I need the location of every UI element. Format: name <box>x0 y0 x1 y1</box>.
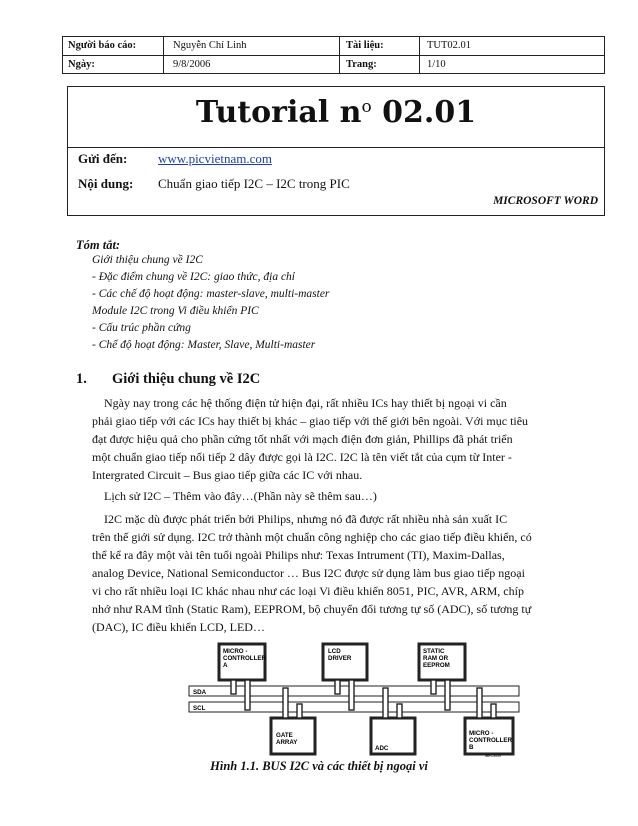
summary-heading: Tóm tắt: <box>76 238 121 252</box>
paragraph-2: Lịch sử I2C – Thêm vào đây…(Phần này sẽ thêm sau…) <box>92 489 377 503</box>
section-heading <box>76 371 260 388</box>
to-label: Gửi đến: <box>78 151 128 166</box>
content-value: Chuẩn giao tiếp I2C – I2C trong PIC <box>158 176 350 191</box>
mc-b-label: MICRO -CONTROLLER B <box>469 730 512 751</box>
author-label: Người báo cáo: <box>68 40 137 51</box>
section-title: Giới thiệu chung về I2C <box>112 371 261 387</box>
gate-array-label: GATE ARRAY <box>276 732 298 746</box>
figure-caption: Hình 1.1. BUS I2C và các thiết bị ngoại vi <box>210 759 428 773</box>
adc-label: ADC <box>375 745 389 752</box>
sda-label: SDA <box>193 689 207 696</box>
website-link[interactable]: www.picvietnam.com <box>158 151 272 166</box>
summary-line: - Chế độ hoạt động: Master, Slave, Multi-master <box>92 339 316 351</box>
summary-line: - Các chế độ hoạt động: master-slave, multi-master <box>92 288 330 300</box>
section-number: 1. <box>76 371 87 387</box>
content-label: Nội dung: <box>78 176 134 191</box>
summary-line: - Đặc điểm chung về I2C: giao thức, địa chỉ <box>92 271 295 283</box>
paragraph-3: I2C mặc dù được phát triển bởi Philips, nhưng nó đã được rất nhiều nhà sản xuất IC trên thế giới sử dụng. I2C trở thành một chuẩn công nghiệp cho các giao tiếp điều khiển, có thể kể ra đây một vài tên tuổi ngoài Philips như: Texas Intrument (TI), Maxim-Dallas, analog Device, National Semiconductor … Bus I2C được sử dụng làm bus giao tiếp ngoại vi cho rất nhiều loại IC khác nhau như các loại Vi điều khiển 8051, PIC, AVR, ARM, chíp nhớ như RAM tĩnh (Static Ram), EEPROM, bộ chuyển đổi tương tự số (ADC), số tương tự (DAC), IC điều khiển LCD, LED… <box>92 512 532 634</box>
figure-code: IBEC3049 <box>485 754 501 758</box>
brand-text: MICROSOFT WORD <box>493 195 598 207</box>
title-box <box>67 86 605 216</box>
date-value: 9/8/2006 <box>173 59 211 70</box>
scl-label: SCL <box>193 705 206 712</box>
summary-line: - Cấu trúc phần cứng <box>92 322 191 334</box>
lcd-driver-label: LCD DRIVER <box>328 648 352 662</box>
static-ram-label: STATIC RAM OR EEPROM <box>423 648 450 669</box>
page-title: Tutorial $n^o$ 02.01 <box>195 95 477 130</box>
document-header-table <box>62 36 605 74</box>
i2c-bus-diagram <box>185 642 525 758</box>
summary-line: Module I2C trong Vi điều khiển PIC <box>92 305 259 317</box>
page-value: 1/10 <box>427 59 446 70</box>
mc-a-label: MICRO -CONTROLLER A <box>223 648 266 669</box>
summary-line: Giới thiệu chung về I2C <box>92 254 203 266</box>
doc-value: TUT02.01 <box>427 40 472 51</box>
page-label: Trang: <box>346 59 377 70</box>
doc-label: Tài liệu: <box>346 40 384 51</box>
author-value: Nguyễn Chí Linh <box>173 40 247 51</box>
paragraph-1: Ngày nay trong các hệ thống điện tử hiện đại, rất nhiều ICs hay thiết bị ngoại vi cần phải giao tiếp với các ICs hay thiết bị khác – giao tiếp với thế giới bên ngoài. Với mục tiêu đạt được hiệu quả cho phần cứng tốt nhất với mạch điện đơn giản, Phillips đã phát triển một chuẩn giao tiếp nối tiếp 2 dây được gọi là I2C. I2C là tên viết tắt của cụm từ Inter - Intergrated Circuit – Bus giao tiếp giữa các IC với nhau. <box>92 396 529 482</box>
date-label: Ngày: <box>68 59 95 70</box>
